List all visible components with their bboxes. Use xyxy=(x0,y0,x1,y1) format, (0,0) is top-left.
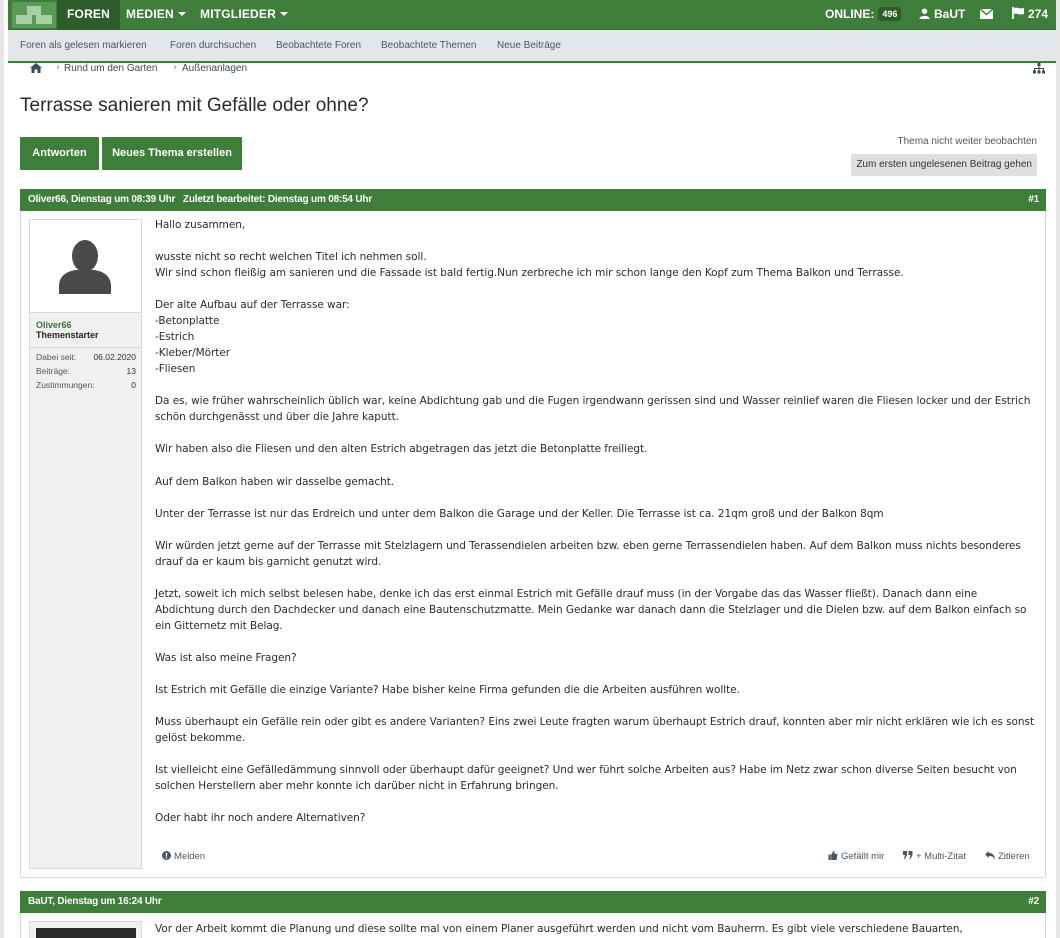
message-paragraph: Ist Estrich mit Gefälle die einzige Variante? Habe bisher keine Firma gefunden die die Arbeiten ausführen wollte. xyxy=(155,684,740,696)
message-paragraph: Vor der Arbeit kommt die Planung und diese sollte mal von einem Planer ausgeführt werden und nicht vom Bauherrn. Es gibt viele verschiedene Bauarten, xyxy=(155,923,963,935)
breadcrumb-item-aussenanlagen[interactable]: Außenanlagen xyxy=(182,63,248,74)
tab-medien[interactable]: MEDIEN xyxy=(116,0,196,30)
post-number[interactable]: #1 xyxy=(1028,194,1039,205)
unwatch-thread-link[interactable]: Thema nicht weiter beobachten xyxy=(897,136,1037,147)
stat-likes: Zustimmungen: 0 xyxy=(36,380,136,390)
post-number[interactable]: #2 xyxy=(1028,896,1039,907)
alerts-button[interactable] xyxy=(1012,0,1048,30)
message-paragraph: Hallo zusammen, xyxy=(155,219,246,231)
post-meta: BaUT, Dienstag um 16:24 Uhr xyxy=(28,896,162,907)
message-paragraph: Was ist also meine Fragen? xyxy=(155,652,297,664)
message-paragraph: Da es, wie früher wahrscheinlich üblich war, keine Abdichtung gab und die Fugen irgendwann gerissen sind und Wasser reinlief waren die Fliesen locker und der Estrich schön durchgenässt und über die Jahre kaputt. xyxy=(155,395,1034,424)
reply-icon xyxy=(985,851,995,860)
post-meta: Oliver66, Dienstag um 08:39 Uhr Zuletzt bearbeitet: Dienstag um 08:54 Uhr xyxy=(28,194,372,205)
user-info-panel xyxy=(29,921,142,938)
stat-joined: Dabei seit: 06.02.2020 xyxy=(36,352,136,362)
post-header xyxy=(20,891,1046,913)
tab-foren[interactable]: FOREN xyxy=(57,0,120,30)
quote-icon xyxy=(903,851,913,859)
user-role: Themenstarter xyxy=(36,330,99,340)
avatar[interactable] xyxy=(30,220,141,313)
mark-forums-read-link[interactable]: Foren als gelesen markieren xyxy=(20,40,147,51)
message-paragraph: wusste nicht so recht welchen Titel ich nehmen soll. Wir sind schon fleißig am sanieren und die Fassade ist bald fertig.Nun zerbreche ich mir schon lange den Kopf zum Thema Balkon und Terrasse. xyxy=(155,251,904,280)
avatar[interactable] xyxy=(36,928,136,938)
user-info-panel xyxy=(29,219,142,869)
thumbs-up-icon xyxy=(828,851,838,860)
inbox-button[interactable] xyxy=(980,0,993,30)
user-menu[interactable] xyxy=(919,0,965,30)
message-paragraph: Jetzt, soweit ich mich selbst belesen habe, denke ich das erst einmal Estrich mit Gefälle drauf muss (in der Vorgabe das das Wasser fließt). Danach dann eine Abdichtung durch den Dachdecker und danach eine Bautenschutzmatte. Mein Gedanke war danach dann die Stelzlager und die Dielen bzw. auf dem Balkon einfach so ein Gitternetz mit Belag. xyxy=(155,588,1030,633)
watched-forums-link[interactable]: Beobachtete Foren xyxy=(276,40,362,51)
post-body xyxy=(20,211,1046,878)
message-paragraph: Wir würden jetzt gerne auf der Terrasse mit Stelzlagern und Terassendielen arbeiten bzw. eben gerne Terrassendielen haben. Auf dem Balkon muss nichts besonderes drauf da er kaum bis garnicht genutzt wird. xyxy=(155,540,1025,569)
username: BaUT xyxy=(934,7,966,21)
new-thread-button[interactable]: Neues Thema erstellen xyxy=(102,137,242,170)
default-avatar-icon xyxy=(59,240,111,294)
breadcrumb-item-garten[interactable]: Rund um den Garten xyxy=(64,63,158,74)
online-label: ONLINE: xyxy=(825,7,875,21)
message-paragraph: Ist vielleicht eine Gefälledämmung sinnvoll oder überhaupt dafür geeignet? Und wer führt solche Arbeiten aus? Habe im Netz zwar schon diverse Seiten besucht von solchen Herstellern aber mehr konnte ich darüber nicht in Erfahrung bringen. xyxy=(155,764,1021,793)
online-counter[interactable] xyxy=(825,0,901,30)
post-message xyxy=(155,921,1035,937)
site-logo[interactable] xyxy=(12,2,56,28)
message-paragraph: Wir haben also die Fliesen und den alten Estrich abgetragen das jetzt die Betonplatte freiliegt. xyxy=(155,443,648,455)
envelope-icon xyxy=(980,9,993,19)
message-paragraph: Oder habt ihr noch andere Alternativen? xyxy=(155,812,366,824)
chevron-right-icon: › xyxy=(173,62,177,73)
multi-quote-link[interactable]: + Multi-Zitat xyxy=(903,851,966,862)
post-body xyxy=(20,913,1046,938)
message-paragraph: Der alte Aufbau auf der Terrasse war: -Betonplatte -Estrich -Kleber/Mörter -Fliesen xyxy=(155,299,350,376)
page-title: Terrasse sanieren mit Gefälle oder ohne? xyxy=(20,95,369,116)
chevron-down-icon xyxy=(280,12,288,16)
report-link[interactable]: Melden xyxy=(162,851,205,862)
message-paragraph: Unter der Terrasse ist nur das Erdreich und unter dem Balkon die Garage und der Keller. Die Terrasse ist ca. 21qm groß und der Balkon 8qm xyxy=(155,508,884,520)
alerts-count: 274 xyxy=(1028,7,1049,21)
top-navigation xyxy=(8,0,1060,30)
watched-threads-link[interactable]: Beobachtete Themen xyxy=(381,40,477,51)
chevron-right-icon: › xyxy=(56,62,60,73)
user-icon xyxy=(919,8,930,19)
like-link[interactable]: Gefällt mir xyxy=(828,851,884,862)
search-forums-link[interactable]: Foren durchsuchen xyxy=(170,40,257,51)
stat-posts: Beiträge: 13 xyxy=(36,366,136,376)
message-paragraph: Muss überhaupt ein Gefälle rein oder gibt es andere Varianten? Eins zwei Leute fragten warum überhaupt Estrich drauf, konnten aber mir nicht erklären wie ich es sonst gelöst bekomme. xyxy=(155,716,1038,745)
online-count-badge: 496 xyxy=(878,7,901,21)
tab-mitglieder[interactable]: MITGLIEDER xyxy=(190,0,298,30)
flag-icon xyxy=(1012,7,1024,19)
sub-navigation xyxy=(8,30,1060,63)
breadcrumb xyxy=(20,62,1048,77)
quote-link[interactable]: Zitieren xyxy=(985,851,1030,862)
post-actions xyxy=(162,851,1034,865)
first-unread-button[interactable]: Zum ersten ungelesenen Beitrag gehen xyxy=(851,154,1037,176)
chevron-down-icon xyxy=(178,12,186,16)
home-icon[interactable] xyxy=(30,63,42,73)
reply-button[interactable]: Antworten xyxy=(20,137,99,170)
post-header xyxy=(20,189,1046,211)
warning-icon xyxy=(162,851,171,860)
sitemap-icon[interactable] xyxy=(1033,63,1045,74)
message-paragraph: Auf dem Balkon haben wir dasselbe gemacht. xyxy=(155,476,395,488)
new-posts-link[interactable]: Neue Beiträge xyxy=(497,40,561,51)
user-name-link[interactable]: Oliver66 xyxy=(36,320,72,330)
